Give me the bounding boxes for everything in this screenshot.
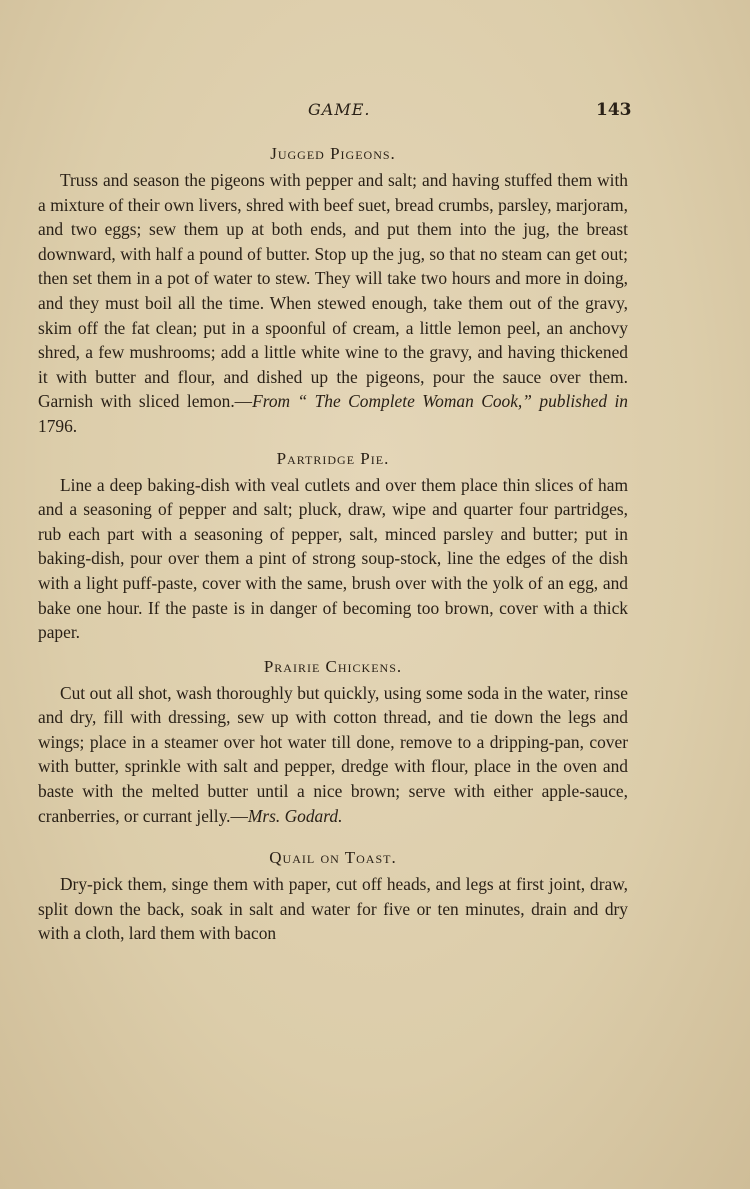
recipe-text: Cut out all shot, wash thoroughly but quickly, using some soda in the water, rinse and dry, fill with dressing, sew up with cotton thread, and tie down the legs and wings; place in a steamer over hot water till done, remove to a dripping-pan, cover with butter, sprinkle with salt and pepper, dredge with flour, place in the oven and baste with the melted butter until a nice brown; serve with either apple-sauce, cranberries, or currant jelly.— — [38, 682, 628, 826]
page-header — [40, 100, 630, 128]
recipe-text: Truss and season the pigeons with pepper and salt; and having stuffed them with a mixture of their own livers, shred with beef suet, bread crumbs, parsley, marjoram, and two eggs; sew them up at both ends, and put them into the jug, the breast downward, with half a pound of butter. Stop up the jug, so that no steam can get out; then set them in a pot of water to stew. They will take two hours and more in doing, and they must boil all the time. When stewed enough, take them out of the gravy, skim off the fat clean; put in a spoonful of cream, a little lemon peel, an anchovy shred, a few mushrooms; add a little white wine to the gravy, and having thickened it with butter and flour, and dished up the pigeons, pour the sauce over them. Garnish with sliced lemon.— — [38, 170, 628, 412]
recipe-body-partridge-pie: Line a deep baking-dish with veal cutlets and over them place thin slices of ham and a seasoning of pepper and salt; pluck, draw, wipe and quarter four partridges, rub each part with a seasoning of pepper, salt, minced parsley and butter; put in baking-dish, pour over them a pint of strong soup-stock, line the edges of the dish with a light puff-paste, cover with the same, brush over with the yolk of an egg, and bake one hour. If the paste is in danger of becoming too brown, cover with a thick paper. — [38, 474, 628, 643]
recipe-source: From “ The Complete Woman Cook,” published in — [252, 391, 628, 412]
page-number: 143 — [596, 100, 632, 120]
page-content — [38, 140, 628, 948]
recipe-title-partridge-pie: Partridge Pie. — [276, 448, 390, 468]
recipe-body-quail-on-toast: Dry-pick them, singe them with paper, cut off heads, and legs at first joint, draw, split down the back, soak in salt and water for five or ten minutes, drain and dry with a cloth, lard them with bacon — [38, 874, 628, 944]
recipe-title-prairie-chickens: Prairie Chickens. — [263, 656, 403, 676]
recipe-source: Mrs. Godard. — [247, 805, 343, 826]
recipe-source-year: 1796. — [38, 415, 78, 436]
recipe-body-jugged-pigeons — [38, 168, 628, 439]
recipe-body-prairie-chickens — [38, 681, 628, 829]
recipe-title-quail-on-toast: Quail on Toast. — [269, 848, 397, 868]
recipe-title-jugged-pigeons: Jugged Pigeons. — [270, 144, 396, 163]
running-head: GAME. — [308, 100, 371, 119]
